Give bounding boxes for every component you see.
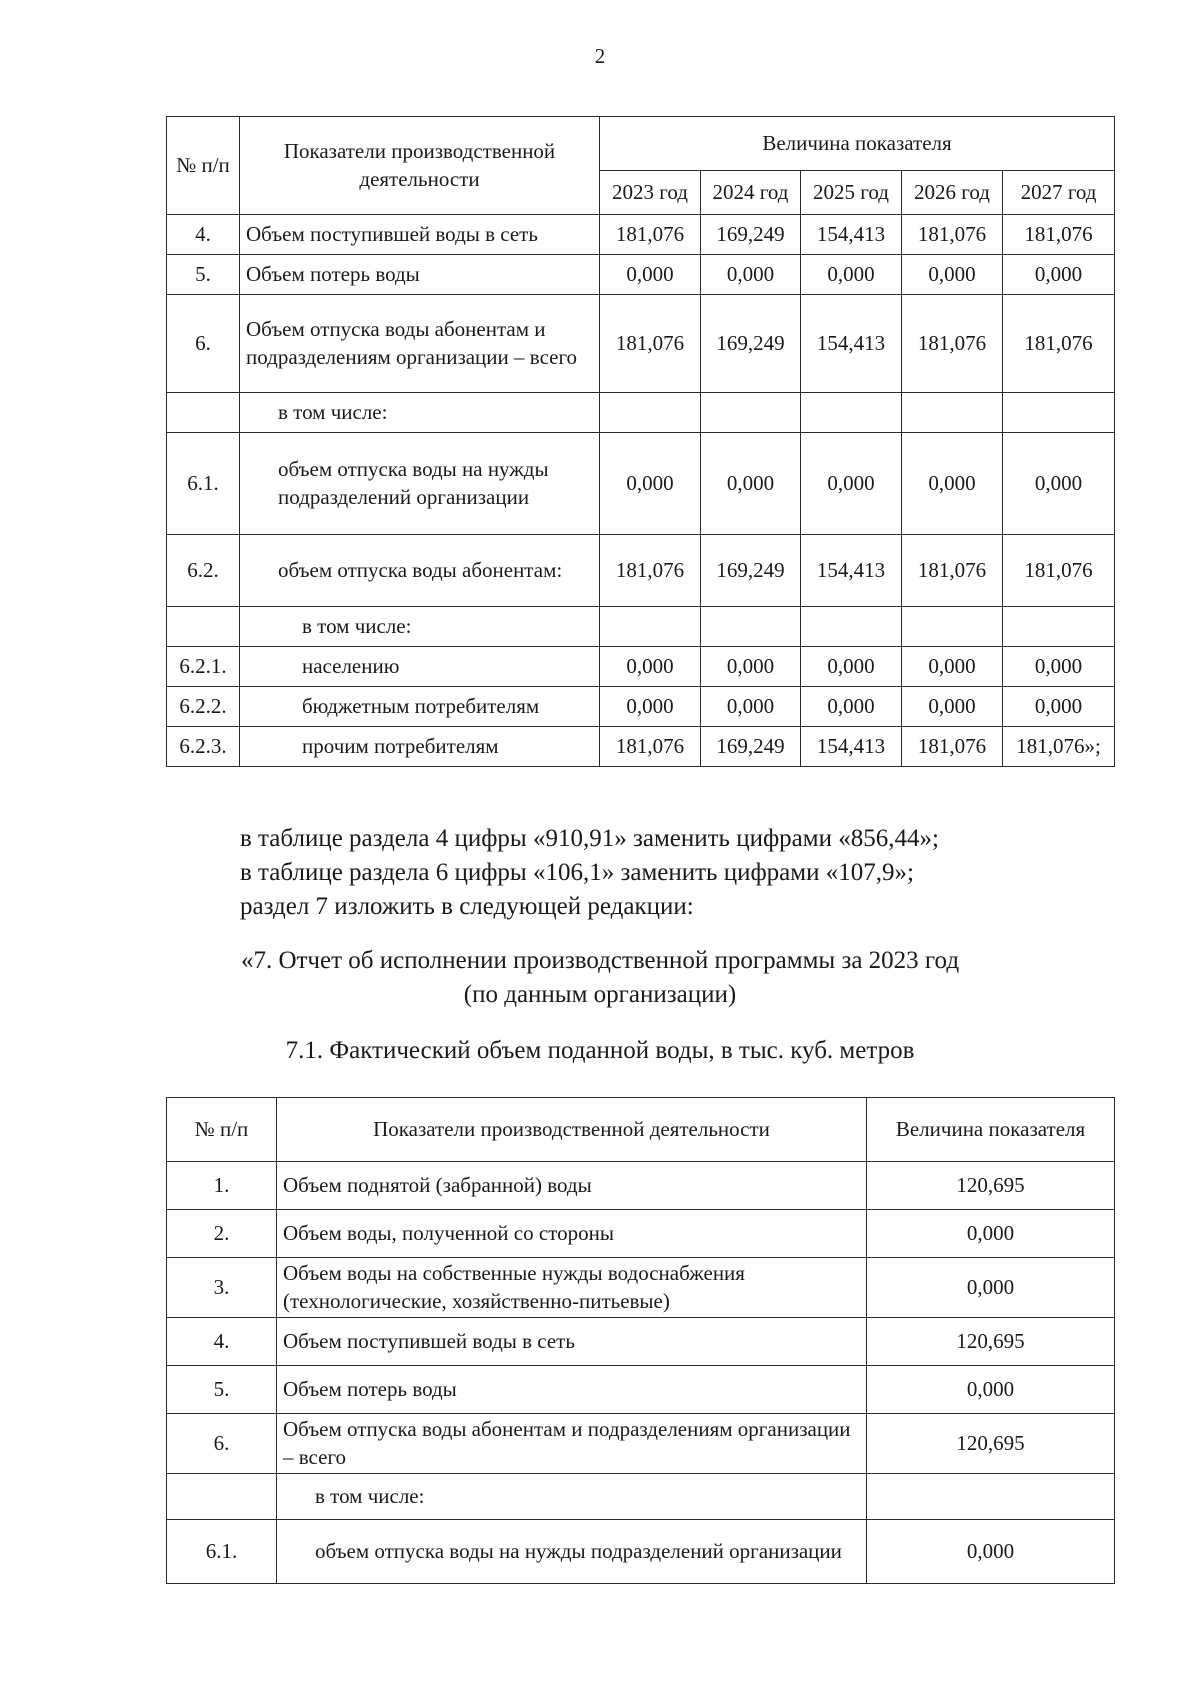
row-value: 181,076 (902, 295, 1003, 393)
row-value (1003, 607, 1115, 647)
row-value: 0,000 (801, 647, 902, 687)
row-value: 0,000 (867, 1210, 1115, 1258)
row-value: 0,000 (600, 255, 701, 295)
amendment-paragraph: в таблице раздела 4 цифры «910,91» заменить цифрами «856,44»; (240, 825, 939, 852)
table-row (167, 1474, 1115, 1520)
row-value: 154,413 (801, 295, 902, 393)
table-row (167, 1162, 1115, 1210)
row-label: объем отпуска воды на нужды подразделений организации (277, 1520, 867, 1584)
row-label: Объем поступившей воды в сеть (240, 215, 600, 255)
section-title: «7. Отчет об исполнении производственной программы за 2023 год (240, 947, 960, 974)
amendment-paragraph: раздел 7 изложить в следующей редакции: (240, 893, 694, 920)
row-value: 169,249 (701, 727, 801, 767)
row-label: бюджетным потребителям (240, 687, 600, 727)
row-value: 181,076 (902, 215, 1003, 255)
row-value: 0,000 (701, 647, 801, 687)
row-value (1003, 393, 1115, 433)
row-label: Объем отпуска воды абонентам и подразделениям организации – всего (277, 1414, 867, 1474)
row-value: 154,413 (801, 215, 902, 255)
row-value (701, 607, 801, 647)
row-value: 181,076 (1003, 295, 1115, 393)
table-row (167, 1414, 1115, 1474)
row-value: 0,000 (902, 647, 1003, 687)
row-num: 6.2. (167, 535, 240, 607)
row-value (600, 607, 701, 647)
table-row (167, 607, 1115, 647)
row-value (701, 393, 801, 433)
row-value: 0,000 (600, 647, 701, 687)
table-row (167, 393, 1115, 433)
row-value (867, 1474, 1115, 1520)
row-value: 0,000 (867, 1520, 1115, 1584)
section-title-note: (по данным организации) (463, 981, 737, 1008)
row-value: 0,000 (902, 255, 1003, 295)
table-row (167, 255, 1115, 295)
row-value: 169,249 (701, 295, 801, 393)
row-label: Объем потерь воды (240, 255, 600, 295)
row-value: 169,249 (701, 535, 801, 607)
table-row (167, 535, 1115, 607)
row-num: 6.2.1. (167, 647, 240, 687)
header-year: 2025 год (801, 171, 902, 215)
row-label: Объем воды, полученной со стороны (277, 1210, 867, 1258)
row-num (167, 393, 240, 433)
row-value (600, 393, 701, 433)
row-num: 2. (167, 1210, 277, 1258)
row-num: 6. (167, 295, 240, 393)
header-num: № п/п (167, 117, 240, 215)
table-row (167, 1210, 1115, 1258)
row-value: 0,000 (867, 1366, 1115, 1414)
row-value: 181,076 (902, 535, 1003, 607)
row-value: 154,413 (801, 727, 902, 767)
row-label: Объем потерь воды (277, 1366, 867, 1414)
header-year: 2027 год (1003, 171, 1115, 215)
row-value: 181,076 (600, 535, 701, 607)
header-value-group: Величина показателя (600, 117, 1115, 171)
row-num: 3. (167, 1258, 277, 1318)
row-label: в том числе: (240, 393, 600, 433)
row-value: 0,000 (801, 255, 902, 295)
table-row (167, 1366, 1115, 1414)
table-row (167, 433, 1115, 535)
table-row (167, 215, 1115, 255)
row-value: 120,695 (867, 1162, 1115, 1210)
row-value: 0,000 (801, 433, 902, 535)
row-label: Объем поступившей воды в сеть (277, 1318, 867, 1366)
page-number: 2 (594, 44, 606, 68)
header-num: № п/п (167, 1098, 277, 1162)
row-value (801, 393, 902, 433)
row-label: объем отпуска воды на нужды подразделений организации (240, 433, 600, 535)
row-value: 154,413 (801, 535, 902, 607)
row-value: 0,000 (1003, 433, 1115, 535)
table-row (167, 647, 1115, 687)
row-num: 5. (167, 255, 240, 295)
production-indicators-table (166, 116, 1115, 767)
row-label: Объем воды на собственные нужды водоснабжения (технологические, хозяйственно-питьевые) (277, 1258, 867, 1318)
row-value: 0,000 (600, 433, 701, 535)
row-value: 0,000 (902, 687, 1003, 727)
row-label: прочим потребителям (240, 727, 600, 767)
row-num (167, 1474, 277, 1520)
row-num: 5. (167, 1366, 277, 1414)
row-value (902, 393, 1003, 433)
table-row (167, 295, 1115, 393)
row-label: населению (240, 647, 600, 687)
row-label: Объем отпуска воды абонентам и подразделениям организации – всего (240, 295, 600, 393)
table-row (167, 1520, 1115, 1584)
row-value: 120,695 (867, 1318, 1115, 1366)
header-year: 2023 год (600, 171, 701, 215)
row-value (801, 607, 902, 647)
row-value: 0,000 (1003, 687, 1115, 727)
row-num: 6.1. (167, 1520, 277, 1584)
amendment-paragraph: в таблице раздела 6 цифры «106,1» заменить цифрами «107,9»; (240, 859, 914, 886)
row-label: Объем поднятой (забранной) воды (277, 1162, 867, 1210)
header-year: 2024 год (701, 171, 801, 215)
row-label: в том числе: (240, 607, 600, 647)
table-row (167, 727, 1115, 767)
row-value: 181,076 (600, 727, 701, 767)
row-value: 0,000 (701, 433, 801, 535)
header-value: Величина показателя (867, 1098, 1115, 1162)
table-row (167, 687, 1115, 727)
table-row (167, 1318, 1115, 1366)
row-value: 169,249 (701, 215, 801, 255)
row-num: 6.2.2. (167, 687, 240, 727)
header-year: 2026 год (902, 171, 1003, 215)
header-indicator: Показатели производственной деятельности (240, 117, 600, 215)
row-value: 181,076 (600, 215, 701, 255)
row-value: 0,000 (902, 433, 1003, 535)
row-value: 0,000 (701, 687, 801, 727)
row-label: объем отпуска воды абонентам: (240, 535, 600, 607)
row-value: 181,076 (1003, 535, 1115, 607)
table-row (167, 1258, 1115, 1318)
row-value: 0,000 (1003, 255, 1115, 295)
row-num: 4. (167, 1318, 277, 1366)
section-subtitle: 7.1. Фактический объем поданной воды, в тыс. куб. метров (285, 1037, 915, 1064)
actual-water-volume-table (166, 1097, 1115, 1584)
row-num: 6.1. (167, 433, 240, 535)
row-value: 0,000 (867, 1258, 1115, 1318)
row-num (167, 607, 240, 647)
row-value: 181,076 (902, 727, 1003, 767)
row-value: 181,076»; (1003, 727, 1115, 767)
row-value: 0,000 (600, 687, 701, 727)
row-value: 181,076 (1003, 215, 1115, 255)
row-value: 0,000 (801, 687, 902, 727)
row-num: 4. (167, 215, 240, 255)
row-value: 0,000 (701, 255, 801, 295)
row-value (902, 607, 1003, 647)
header-indicator: Показатели производственной деятельности (277, 1098, 867, 1162)
row-value: 181,076 (600, 295, 701, 393)
row-num: 6. (167, 1414, 277, 1474)
row-value: 0,000 (1003, 647, 1115, 687)
row-label: в том числе: (277, 1474, 867, 1520)
row-num: 6.2.3. (167, 727, 240, 767)
row-num: 1. (167, 1162, 277, 1210)
row-value: 120,695 (867, 1414, 1115, 1474)
